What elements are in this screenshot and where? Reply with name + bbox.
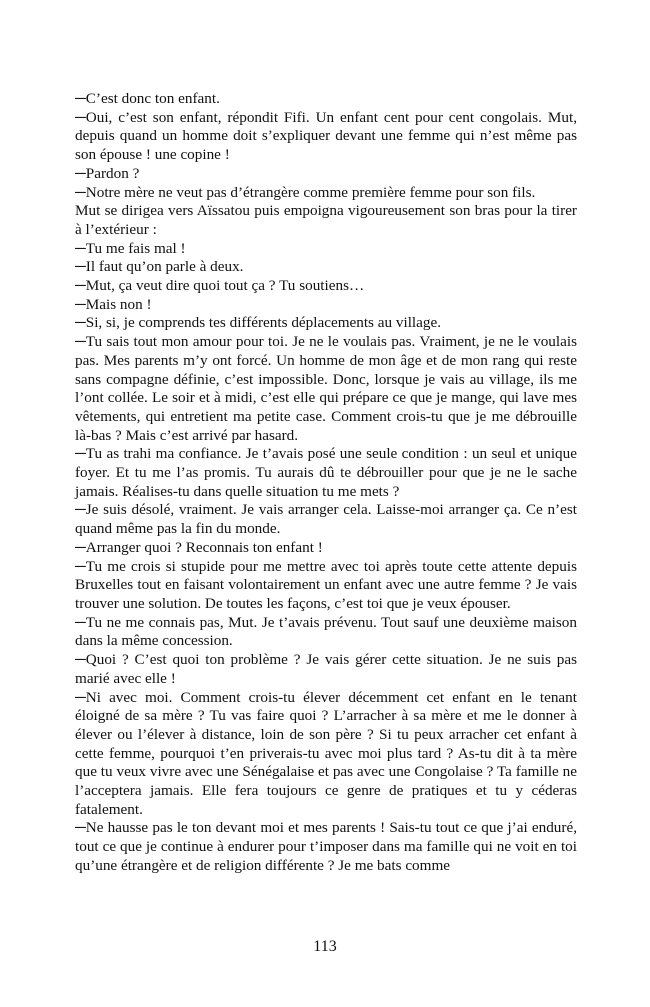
paragraph: ─Arranger quoi ? Reconnais ton enfant ! (75, 538, 323, 556)
paragraph: ─Notre mère ne veut pas d’étrangère comme première femme pour son fils. (75, 183, 536, 201)
paragraph: ─Je suis désolé, vraiment. Je vais arranger cela. Laisse-moi arranger ça. Ce n’est quand même pas la fin du monde. (75, 501, 577, 538)
paragraph: ─Mais non ! (75, 295, 152, 313)
paragraph: ─Ne hausse pas le ton devant moi et mes parents ! Sais-tu tout ce que j’ai enduré, tout ce que je continue à endurer pour t’imposer dans ma famille qui ne voit en toi qu’une étrangère et de religion différente ? Je me bats comme (75, 819, 577, 874)
paragraph: ─Tu me crois si stupide pour me mettre avec toi après toute cette attente depuis Bruxelles tout en faisant volontairement un enfant avec une autre femme ? Je vais trouver une solution. De toutes les façons, c’est toi que je veux épouser. (75, 557, 577, 612)
page-number: 113 (313, 938, 337, 955)
paragraph: ─Tu ne me connais pas, Mut. Je t’avais prévenu. Tout sauf une deuxième maison dans la même concession. (75, 613, 577, 650)
paragraph: ─Mut, ça veut dire quoi tout ça ? Tu soutiens… (75, 277, 365, 295)
paragraph: ─Tu sais tout mon amour pour toi. Je ne le voulais pas. Vraiment, je ne le voulais pas. Mes parents m’y ont forcé. Un homme de mon âge et de mon rang qui reste sans compagne définie, c’est impossible. Donc, lorsque je vais au village, ils me l’ont collée. Le soir et à midi, c’est elle qui prépare ce que je mange, qui lave mes vêtements, qui entretient ma petite case. Comment crois-tu que je me débrouille là-bas ? Mais c’est arrivé par hasard. (75, 333, 577, 444)
paragraph: ─Pardon ? (75, 164, 140, 182)
paragraph: ─Quoi ? C’est quoi ton problème ? Je vais gérer cette situation. Je ne suis pas marié avec elle ! (75, 651, 577, 687)
paragraph: ─Oui, c’est son enfant, répondit Fifi. Un enfant cent pour cent congolais. Mut, depuis quand un homme doit s’expliquer devant une femme qui n’est même pas son épouse ! une copine ! (75, 108, 577, 164)
paragraph: ─Ni avec moi. Comment crois-tu élever décemment cet enfant en le tenant éloigné de sa mère ? Tu vas faire quoi ? L’arracher à sa mère et me le donner à élever ou l’élever à distance, loin de son père ? Si tu peux arracher cet enfant à cette femme, pourquoi t’en priverais-tu avec moi plus tard ? As-tu dit à ta mère que tu veux vivre avec une Sénégalaise et pas avec une Congolaise ? Ta famille ne l’acceptera jamais. Elle fera toujours ce genre de pratiques et tu y céderas fatalement. (75, 688, 577, 818)
paragraph: ─C’est donc ton enfant. (75, 90, 220, 107)
paragraph: Mut se dirigea vers Aïssatou puis empoigna vigoureusement son bras pour la tirer à l’extérieur : (75, 202, 577, 238)
paragraph: ─Tu as trahi ma confiance. Je t’avais posé une seule condition : un seul et unique foyer. Et tu me l’as promis. Tu aurais dû te débrouiller pour que je ne le sache jamais. Réalises-tu dans quelle situation tu me mets ? (75, 445, 577, 500)
paragraph: ─Tu me fais mal ! (75, 239, 186, 257)
paragraph: ─Si, si, je comprends tes différents déplacements au village. (75, 314, 442, 332)
body-text (75, 90, 577, 876)
paragraph: ─Il faut qu’on parle à deux. (75, 258, 244, 276)
